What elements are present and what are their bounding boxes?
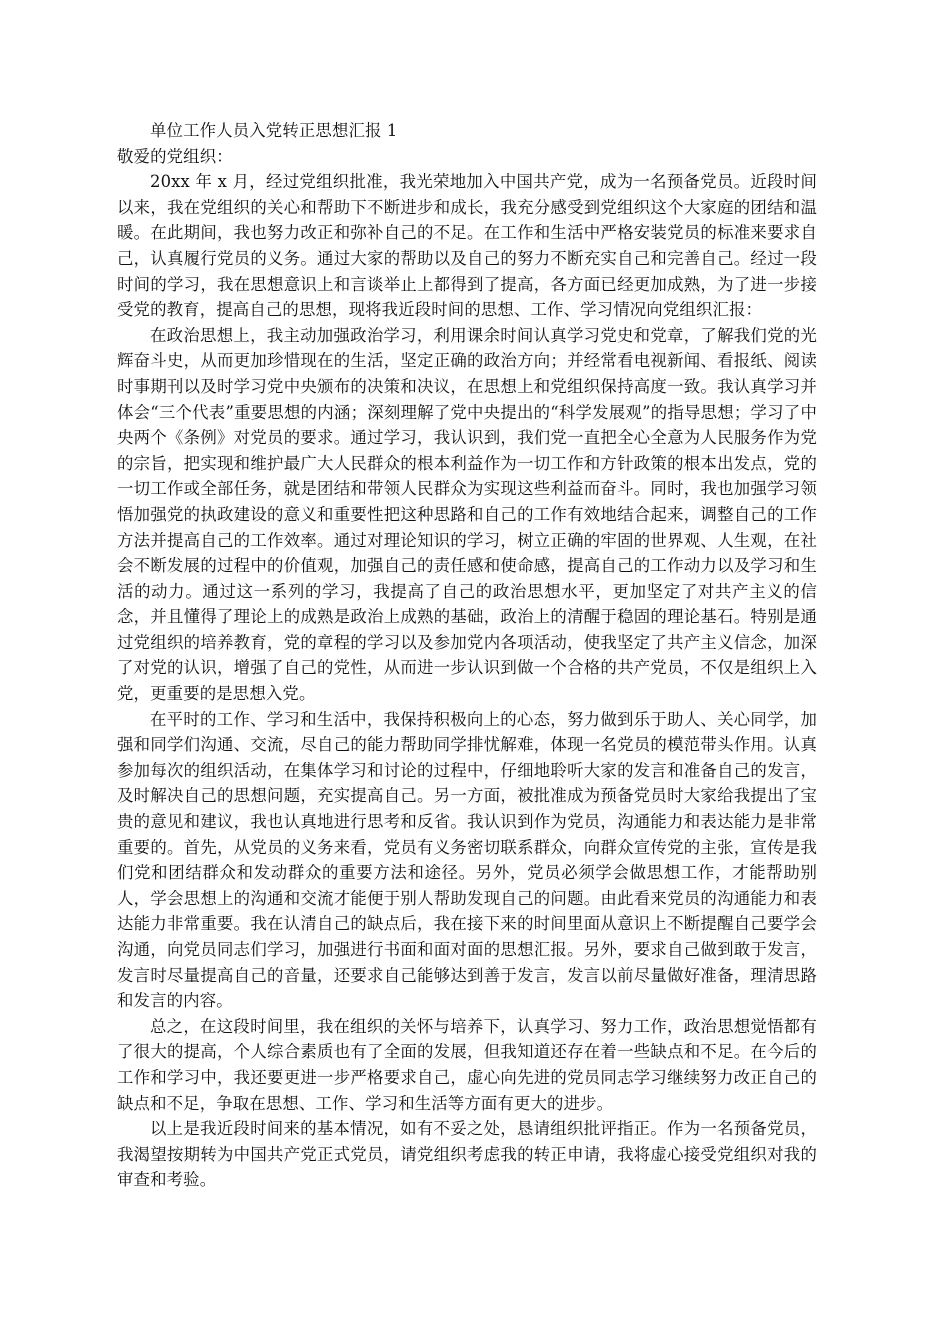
salutation: 敬爱的党组织：: [117, 146, 233, 166]
document-title: 单位工作人员入党转正思想汇报 1: [150, 121, 398, 140]
paragraph-political-thought: 在政治思想上，我主动加强政治学习，利用课余时间认真学习党史和党章，了解我们党的光辉奋斗史，从而更加珍惜现在的生活，坚定正确的政治方向；并经常看电视新闻、看报纸、阅读时事期刊以及时学习党中央颁布的决策和决议，在思想上和党组织保持高度一致。我认真学习并体会“三个代表”重要思想的内涵；深刻理解了党中央提出的“科学发展观”的指导思想；学习了中央两个《条例》对党员的要求。通过学习，我认识到，我们党一直把全心全意为人民服务作为党的宗旨，把实现和维护最广大人民群众的根本利益作为一切工作和方针政策的根本出发点，党的一切工作或全部任务，就是团结和带领人民群众为实现这些利益而奋斗。同时，我也加强学习领悟加强党的执政建设的意义和重要性把这种思路和自己的工作有效地结合起来，调整自己的工作方法并提高自己的工作效率。通过对理论知识的学习，树立正确的牢固的世界观、人生观，在社会不断发展的过程中的价值观，加强自己的责任感和使命感，提高自己的工作动力以及学习和生活的动力。通过这一系列的学习，我提高了自己的政治思想水平，更加坚定了对共产主义的信念，并且懂得了理论上的成熟是政治上成熟的基础，政治上的清醒于稳固的理论基石。特别是通过党组织的培养教育，党的章程的学习以及参加党内各项活动，使我坚定了共产主义信念，加深了对党的认识，增强了自己的党性，从而进一步认识到做一个合格的共产党员，不仅是组织上入党，更重要的是思想入党。: [117, 325, 817, 704]
paragraph-intro: 20xx 年 x 月，经过党组织批准，我光荣地加入中国共产党，成为一名预备党员。近段时间以来，我在党组织的关心和帮助下不断进步和成长，我充分感受到党组织这个大家庭的团结和温暖。在此期间，我也努力改正和弥补自己的不足。在工作和生活中严格安装党员的标准来要求自己，认真履行党员的义务。通过大家的帮助以及自己的努力不断充实自己和完善自己。经过一段时间的学习，我在思想意识上和言谈举止上都得到了提高，各方面已经更加成熟，为了进一步接受党的教育，提高自己的思想，现将我近段时间的思想、工作、学习情况向党组织汇报：: [117, 172, 817, 320]
paragraph-summary: 总之，在这段时间里，我在组织的关怀与培养下，认真学习、努力工作，政治思想觉悟都有了很大的提高，个人综合素质也有了全面的发展，但我知道还存在着一些缺点和不足。在今后的工作和学习中，我还要更进一步严格要求自己，虚心向先进的党员同志学习继续努力改正自己的缺点和不足，争取在思想、工作、学习和生活等方面有更大的进步。: [117, 1016, 817, 1113]
paragraph-work-study-life: 在平时的工作、学习和生活中，我保持积极向上的心态，努力做到乐于助人、关心同学，加强和同学们沟通、交流，尽自己的能力帮助同学排忧解难，体现一名党员的模范带头作用。认真参加每次的组织活动，在集体学习和讨论的过程中，仔细地聆听大家的发言和准备自己的发言，及时解决自己的思想问题，充实提高自己。另一方面，被批准成为预备党员时大家给我提出了宝贵的意见和建议，我也认真地进行思考和反省。我认识到作为党员，沟通能力和表达能力是非常重要的。首先，从党员的义务来看，党员有义务密切联系群众，向群众宣传党的主张，宣传是我们党和团结群众和发动群众的重要方法和途径。另外，党员必须学会做思想工作，才能帮助别人，学会思想上的沟通和交流才能便于别人帮助发现自己的问题。由此看来党员的沟通能力和表达能力非常重要。我在认清自己的缺点后，我在接下来的时间里面从意识上不断提醒自己要学会沟通，向党员同志们学习，加强进行书面和面对面的思想汇报。另外，要求自己做到敢于发言，发言时尽量提高自己的音量，还要求自己能够达到善于发言，发言以前尽量做好准备，理清思路和发言的内容。: [117, 709, 817, 1011]
paragraph-closing: 以上是我近段时间来的基本情况，如有不妥之处，恳请组织批评指正。作为一名预备党员，我渴望按期转为中国共产党正式党员，请党组织考虑我的转正申请，我将虚心接受党组织对我的审查和考验。: [117, 1119, 817, 1190]
document-body: [117, 118, 817, 1193]
